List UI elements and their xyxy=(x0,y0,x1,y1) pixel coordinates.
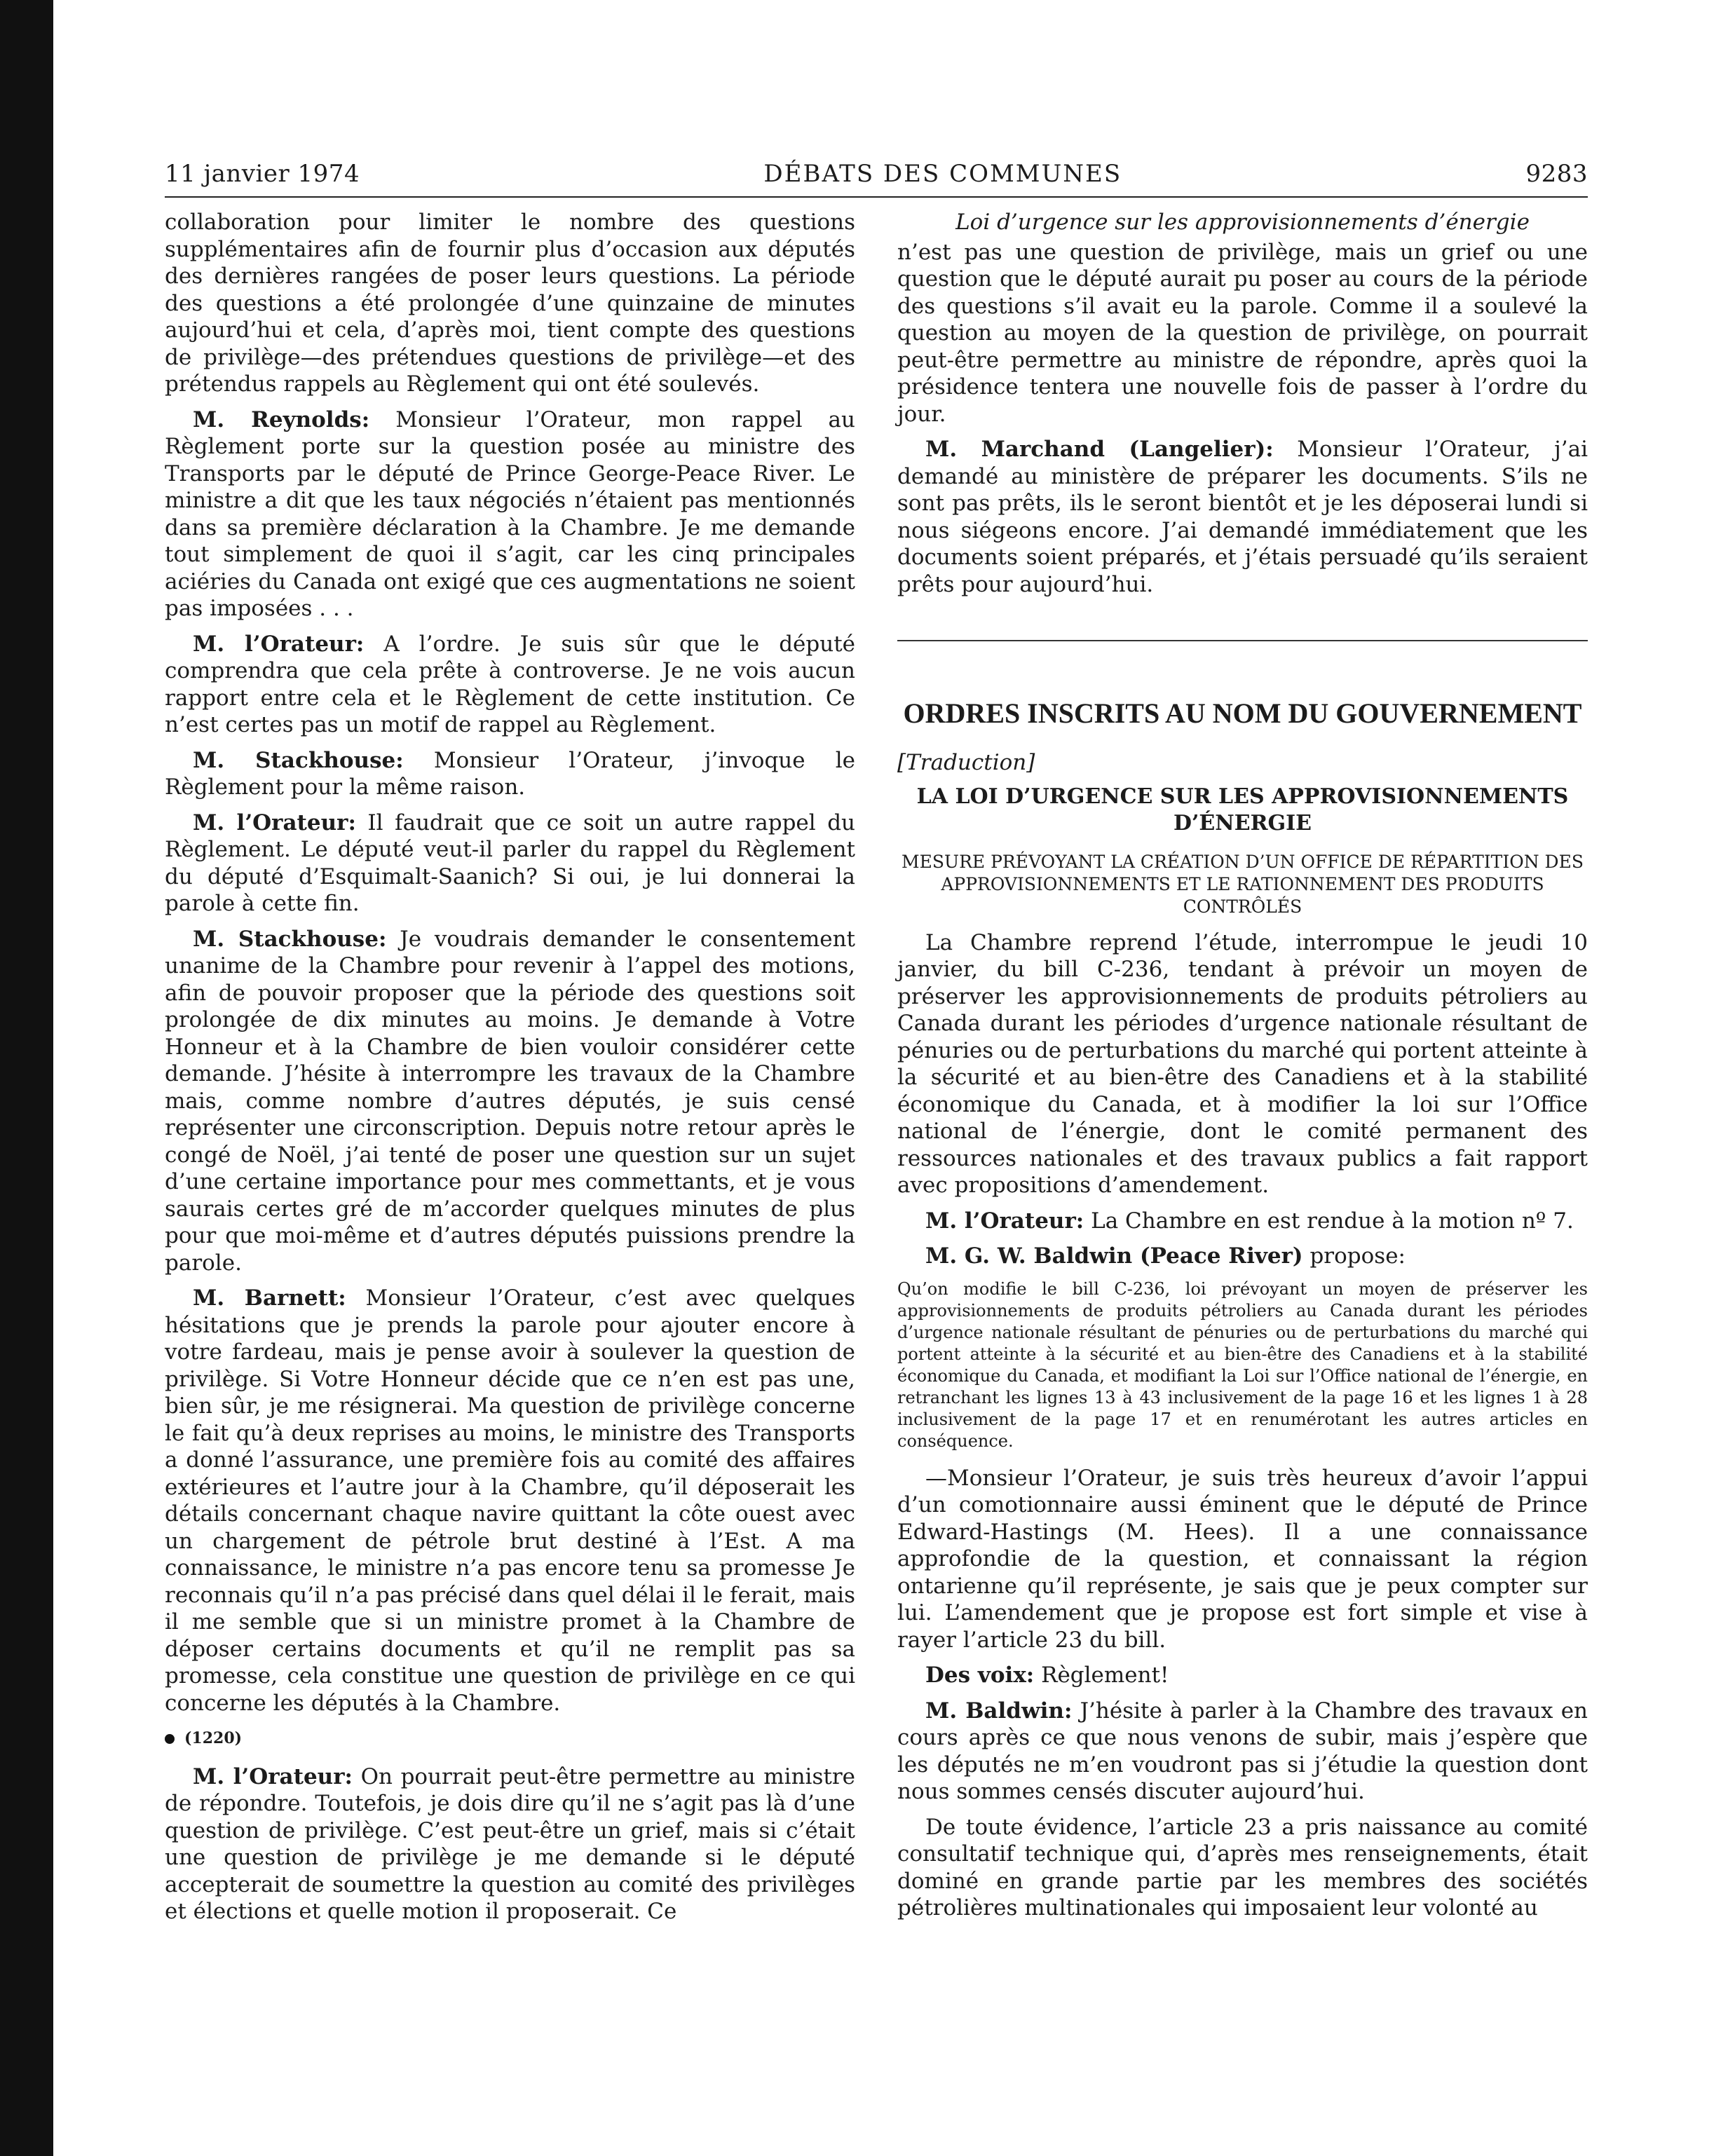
page xyxy=(165,160,1588,2122)
section-divider xyxy=(897,640,1588,641)
header-rule xyxy=(165,196,1588,198)
paragraph: —Monsieur l’Orateur, je suis très heureux d’avoir l’appui d’un comotionnaire aussi éminent que le député de Prince Edward-Hastings (M. Hees). Il a une connaissance approfondie de la question, et connaissant la région ontarienne qu’il représente, je sais que je peux compter sur lui. L’amendement que je propose est fort simple et vise à rayer l’article 23 du bill. xyxy=(897,1465,1588,1653)
speaker: M. G. W. Baldwin (Peace River) xyxy=(925,1243,1303,1269)
paragraph: M. l’Orateur: Il faudrait que ce soit un autre rappel du Règlement. Le député veut-il parler du rappel du Règlement du député d’Esquimalt-Saanich? Si oui, je lui donnerai la parole à cette fin. xyxy=(165,810,856,916)
paragraph: De toute évidence, l’article 23 a pris naissance au comité consultatif technique qui, d’après mes renseignements, était dominé en grande partie par les membres des sociétés pétrolières multinationales qui imposaient leur volonté au xyxy=(897,1814,1588,1920)
bill-subtitle: MESURE PRÉVOYANT LA CRÉATION D’UN OFFICE DE RÉPARTITION DES APPROVISIONNEMENTS ET LE RATIONNEMENT DES PRODUITS CONTRÔLÉS xyxy=(901,851,1584,917)
bill-title: LA LOI D’URGENCE SUR LES APPROVISIONNEMENTS D’ÉNERGIE xyxy=(916,784,1569,835)
scan-border xyxy=(0,0,53,2156)
translation-note: [Traduction] xyxy=(897,750,1035,775)
speaker: M. l’Orateur: xyxy=(193,631,365,657)
speaker: M. l’Orateur: xyxy=(925,1208,1084,1234)
speaker: M. Stackhouse: xyxy=(193,926,387,952)
bullet-icon xyxy=(165,1734,175,1744)
paragraph: M. Stackhouse: Monsieur l’Orateur, j’invoque le Règlement pour la même raison. xyxy=(165,747,856,800)
speaker: M. l’Orateur: xyxy=(193,1763,353,1789)
paragraph: M. Marchand (Langelier): Monsieur l’Orateur, j’ai demandé au ministère de préparer les documents. S’ils ne sont pas prêts, ils le seront bientôt et je les déposerai lundi si nous siégeons encore. J’ai demandé immédiatement que les documents soient préparés, et j’étais persuadé qu’ils seraient prêts pour aujourd’hui. xyxy=(897,437,1588,597)
paragraph: M. l’Orateur: La Chambre en est rendue à la motion nº 7. xyxy=(925,1208,1574,1234)
paragraph: M. l’Orateur: A l’ordre. Je suis sûr que le député comprendra que cela prête à controverse. Je ne vois aucun rapport entre cela et le Règlement de cette institution. Ce n’est certes pas un motif de rappel au Règlement. xyxy=(165,631,856,737)
speaker: Des voix: xyxy=(925,1663,1035,1688)
timestamp: (1220) xyxy=(165,1725,855,1752)
motion-text: Qu’on modifie le bill C-236, loi prévoyant un moyen de préserver les approvisionnements de produits pétroliers au Canada durant les périodes d’urgence nationale résultant de pénuries ou de perturbations du marché qui portent atteinte à la sécurité et au bien-être des Canadiens et à la stabilité économique du Canada, et modifiant la Loi sur l’Office national de l’énergie, en retranchant les lignes 13 à 43 inclusivement de la page 16 et les lignes 1 à 28 inclusivement de la page 17 et en renumérotant les autres articles en conséquence. xyxy=(897,1278,1588,1451)
paragraph: La Chambre reprend l’étude, interrompue le jeudi 10 janvier, du bill C-236, tendant à prévoir un moyen de préserver les approvisionnements de produits pétroliers au Canada durant les périodes d’urgence nationale résultant de pénuries ou de perturbations du marché qui portent atteinte à la sécurité et au bien-être des Canadiens et à la stabilité économique du Canada, et à modifier la loi sur l’Office national de l’énergie, dont le comité permanent des ressources nationales et des travaux publics a fait rapport avec propositions d’amendement. xyxy=(897,929,1588,1198)
paragraph: collaboration pour limiter le nombre des questions supplémentaires afin de fournir plus d’occasion aux députés des dernières rangées de poser leurs questions. La période des questions a été prolongée d’une quinzaine de minutes aujourd’hui et cela, d’après moi, tient compte des questions de privilège—des prétendues questions de privilège—et des prétendus rappels au Règlement qui ont été soulevés. xyxy=(165,210,855,397)
speaker: M. Barnett: xyxy=(193,1285,346,1311)
page-header xyxy=(165,160,1588,195)
running-title: Loi d’urgence sur les approvisionnements d’énergie xyxy=(955,210,1530,235)
speaker: M. Marchand (Langelier): xyxy=(925,437,1274,462)
paragraph: Des voix: Règlement! xyxy=(925,1663,1169,1688)
paragraph: n’est pas une question de privilège, mais un grief ou une question que le député aurait pu poser au cours de la période des questions s’il avait eu la parole. Comme il a soulevé la question au moyen de la question de privilège, on pourrait peut-être permettre au ministre de répondre, après quoi la présidence tentera une nouvelle fois de passer à l’ordre du jour. xyxy=(897,239,1588,427)
paragraph: M. Stackhouse: Je voudrais demander le consentement unanime de la Chambre pour revenir à l’appel des motions, afin de pouvoir proposer que la période des questions soit prolongée de dix minutes au moins. Je demande à Votre Honneur et à la Chambre de bien vouloir considérer cette demande. J’hésite à interrompre les travaux de la Chambre mais, comme nombre d’autres députés, je suis censé représenter une circonscription. Depuis notre retour après le congé de Noël, j’ai tenté de poser une question sur un sujet d’une certaine importance pour mes commettants, et je vous saurais certes gré de m’accorder quelques minutes de plus pour que moi-même et d’autres députés puissions prendre la parole. xyxy=(165,926,856,1276)
header-page-number: 9283 xyxy=(1525,160,1588,188)
right-column xyxy=(897,209,1588,1930)
header-date: 11 janvier 1974 xyxy=(165,160,360,188)
left-column xyxy=(165,209,855,1934)
paragraph: M. Reynolds: Monsieur l’Orateur, mon rappel au Règlement porte sur la question posée au ministre des Transports par le député de Prince George-Peace River. Le ministre a dit que les taux négociés n’étaient pas mentionnés dans sa première déclaration à la Chambre. Je me demande tout simplement de quoi il s’agit, car les cinq principales aciéries du Canada ont exigé que ces augmentations ne soient pas imposées . . . xyxy=(165,407,855,621)
header-title: DÉBATS DES COMMUNES xyxy=(763,160,1122,188)
paragraph: M. G. W. Baldwin (Peace River) propose: xyxy=(925,1243,1406,1269)
speaker: M. Stackhouse: xyxy=(193,747,404,773)
paragraph: M. Barnett: Monsieur l’Orateur, c’est avec quelques hésitations que je prends la parole pour ajouter encore à votre fardeau, mais je pense avoir à soulever la question de privilège. Si Votre Honneur décide que ce n’en est pas une, bien sûr, je me résignerai. Ma question de privilège concerne le fait qu’à deux reprises au moins, le ministre des Transports a donné l’assurance, une première fois au comité des affaires extérieures et l’autre jour à la Chambre, qu’il déposerait les détails concernant chaque navire quittant la côte ouest avec un chargement de pétrole brut destiné à l’Est. A ma connaissance, le ministre n’a pas encore tenu sa promesse Je reconnais qu’il n’a pas précisé dans quel délai il le ferait, mais il me semble que si un ministre promet à la Chambre de déposer certains documents et qu’il ne remplit pas sa promesse, cela constitue une question de privilège en ce qui concerne les députés à la Chambre. xyxy=(165,1285,855,1716)
paragraph: M. Baldwin: J’hésite à parler à la Chambre des travaux en cours après ce que nous venons de subir, mais j’espère que les députés ne m’en voudront pas si j’étudie la question dont nous sommes censés discuter aujourd’hui. xyxy=(897,1698,1588,1804)
speaker: M. Reynolds: xyxy=(193,407,370,432)
paragraph: M. l’Orateur: On pourrait peut-être permettre au ministre de répondre. Toutefois, je dois dire qu’il ne s’agit pas là d’une question de privilège. C’est peut-être un grief, mais si c’était une question de privilège je me demande si le député accepterait de soumettre la question au comité des privilèges et élections et quelle motion il proposerait. Ce xyxy=(165,1763,855,1924)
speaker: M. Baldwin: xyxy=(925,1698,1073,1724)
speaker: M. l’Orateur: xyxy=(193,810,356,835)
section-title: ORDRES INSCRITS AU NOM DU GOUVERNEMENT xyxy=(903,697,1582,729)
